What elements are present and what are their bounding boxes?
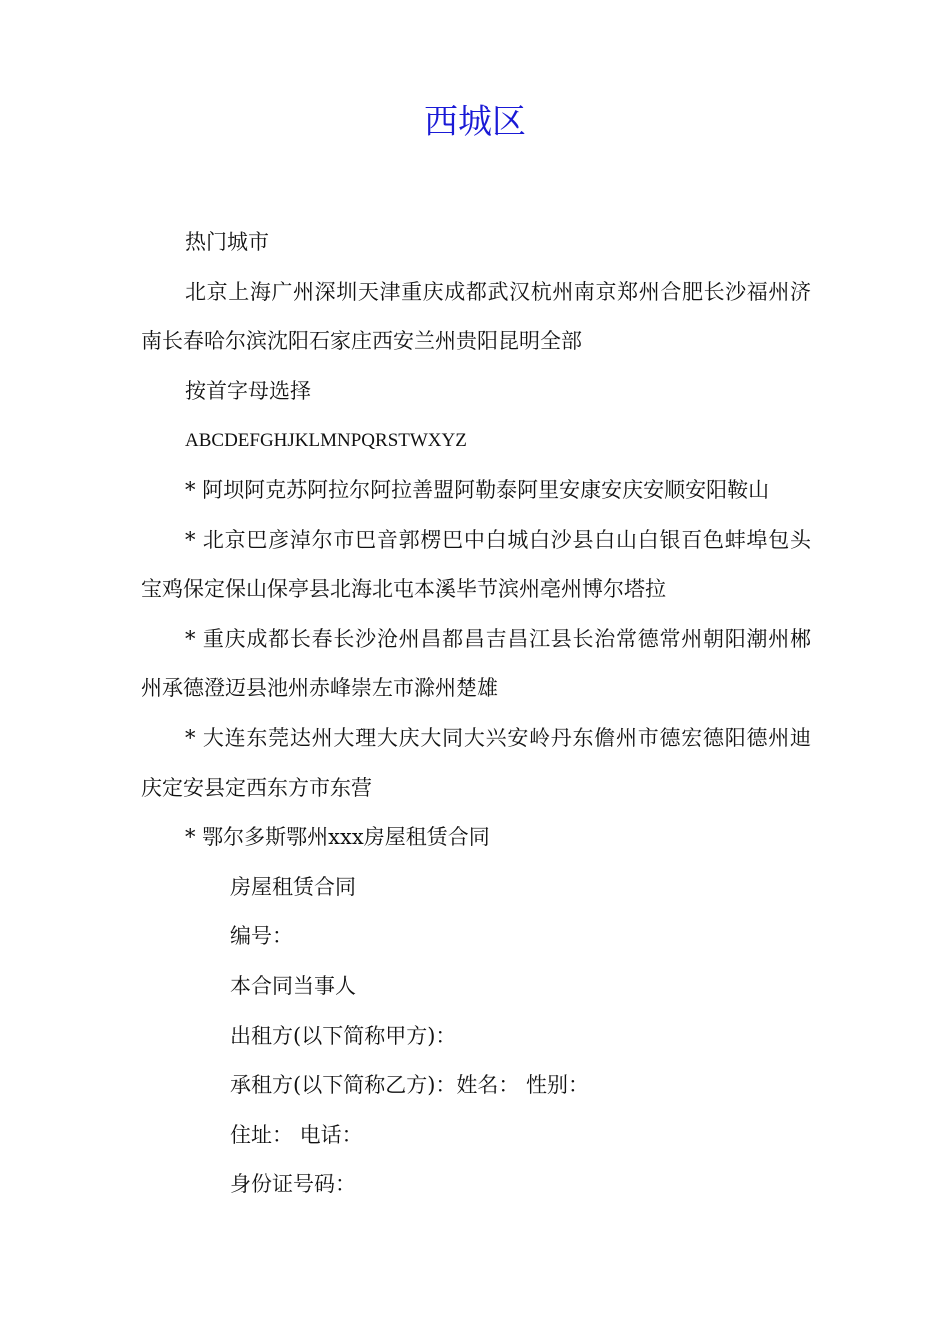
cities-letter-e: * 鄂尔多斯鄂州xxx房屋租赁合同 bbox=[185, 825, 490, 850]
hot-cities-list: 北京上海广州深圳天津重庆成都武汉杭州南京郑州合肥长沙福州济南长春哈尔滨沈阳石家庄西安兰州贵阳昆明全部 bbox=[141, 279, 811, 354]
address-phone-line: 住址： 电话： bbox=[230, 1122, 363, 1147]
cities-letter-a: * 阿坝阿克苏阿拉尔阿拉善盟阿勒泰阿里安康安庆安顺安阳鞍山 bbox=[185, 477, 770, 502]
contract-parties-heading: 本合同当事人 bbox=[230, 973, 356, 998]
document-body bbox=[141, 218, 811, 1210]
letter-select-heading: 按首字母选择 bbox=[185, 378, 311, 403]
contract-title: 房屋租赁合同 bbox=[230, 874, 356, 899]
id-number-line: 身份证号码： bbox=[230, 1172, 356, 1197]
hot-cities-heading: 热门城市 bbox=[185, 230, 269, 254]
contract-number: 编号： bbox=[230, 924, 293, 949]
lessor-line: 出租方(以下简称甲方)： bbox=[230, 1023, 457, 1048]
cities-letter-d: * 大连东莞达州大理大庆大同大兴安岭丹东儋州市德宏德阳德州迪庆定安县定西东方市东营 bbox=[141, 725, 811, 800]
lessee-line: 承租方(以下简称乙方)：姓名： 性别： bbox=[230, 1073, 590, 1098]
document-title: 西城区 bbox=[424, 102, 526, 142]
cities-letter-c: * 重庆成都长春长沙沧州昌都昌吉昌江县长治常德常州朝阳潮州郴州承德澄迈县池州赤峰崇左市滁州楚雄 bbox=[141, 626, 811, 701]
cities-letter-b: * 北京巴彦淖尔市巴音郭楞巴中白城白沙县白山白银百色蚌埠包头宝鸡保定保山保亭县北海北屯本溪毕节滨州亳州博尔塔拉 bbox=[141, 527, 811, 602]
letter-index: ABCDEFGHJKLMNPQRSTWXYZ bbox=[185, 430, 467, 452]
